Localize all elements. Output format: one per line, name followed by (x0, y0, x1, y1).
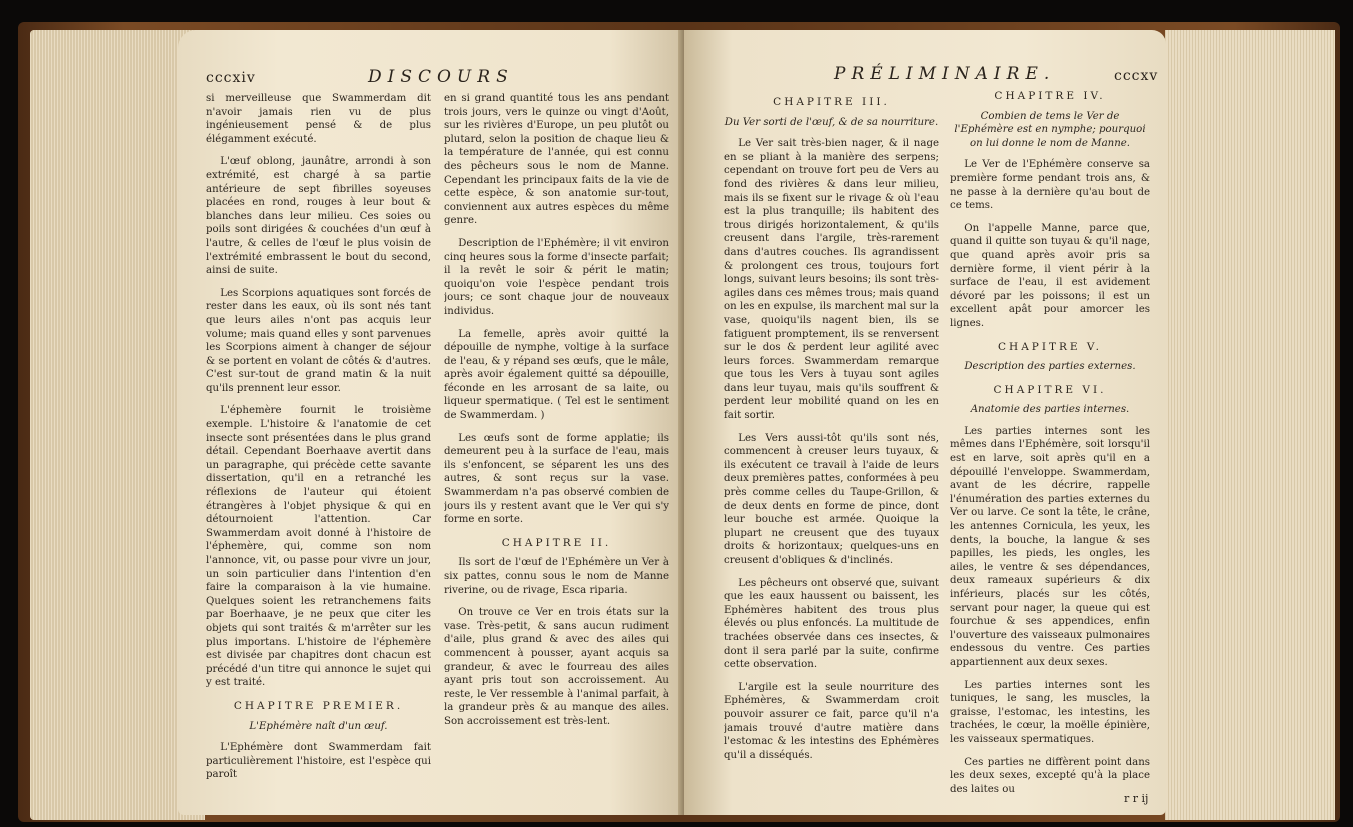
paragraph: On l'appelle Manne, parce que, quand il quitte son tuyau & qu'il nage, que quand après avoir pris sa dernière forme, il vient périr à la surface de l'eau, il est avidement dévoré par les poissons; il est un excellent apât pour amorcer les lignes. (950, 222, 1150, 329)
chapter-heading: CHAPITRE II. (501, 536, 612, 549)
chapter-heading: CHAPITRE PREMIER. (233, 699, 404, 712)
right-page (684, 30, 1166, 815)
page-number-left: cccxiv (206, 70, 256, 86)
chapter-subtitle: Du Ver sorti de l'œuf, & de sa nourriture. (724, 116, 939, 128)
paragraph: en si grand quantité tous les ans pendant trois jours, vers le quinze ou vingt d'Août, sur les rivières d'Europe, un peu plutôt ou plutard, selon la position de chaque lieu & la température de l'année, qui est connu des pêcheurs sous le nom de Manne. Cependant les principaux faits de la vie de cette espèce, & son anatomie sur-tout, conviennent aux autres espèces du même genre. (444, 93, 669, 227)
right-column-1 (724, 86, 939, 808)
running-title-right: PRÉLIMINAIRE. (834, 64, 1056, 84)
page-number-right: cccxv (1114, 68, 1159, 84)
paragraph: L'argile est la seule nourriture des Ephémères, & Swammerdam croit pouvoir assurer ce fait, parce qu'il n'a jamais trouvé d'autre matière dans l'estomac & les intestins des Ephémères qu'il a disséqués. (724, 681, 939, 761)
chapter-heading: CHAPITRE V. (998, 340, 1102, 353)
paragraph: La femelle, après avoir quitté la dépouille de nymphe, voltige à la surface de l'eau, & y répand ses œufs, que le mâle, après avoir également quitté sa dépouille, féconde en les arrosant de sa laite, ou liqueur spermatique. ( Tel est le sentiment de Swammerdam. ) (444, 328, 669, 422)
left-column-2 (444, 92, 669, 812)
paragraph: L'éphemère fournit le troisième exemple. L'histoire & l'anatomie de cet insecte sont présentées dans le plus grand détail. Cependant Boerhaave avertit dans un paragraphe, qui précède cette savante dissertation, qu'il en a retranché les réflexions de l'auteur qui étoient étrangères à l'objet physique & qui en détournoient l'attention. Car Swammerdam avoit donné à l'histoire de l'éphemère, qui, comme son nom l'annonce, vit, ou passe pour vivre un jour, un soin particulier dans l'intention d'en faire la comparaison à la vie humaine. Quelques soient les retranchemens faits par Boerhaave, je ne peux que citer les objets qui sont traités & m'arrêter sur les plus importans. L'histoire de l'éphemère est divisée par chapitres dont chacun est précédé d'un titre qui annonce le sujet qui y est traité. (206, 405, 431, 689)
chapter-subtitle: L'Ephémère naît d'un œuf. (249, 720, 388, 732)
chapter-heading: CHAPITRE IV. (994, 90, 1106, 102)
paragraph: Les Vers aussi-tôt qu'ils sont nés, commencent à creuser leurs tuyaux, & ils exécutent ce travail à l'aide de leurs deux premières pattes, conformées à peu près comme celles du Taupe-Grillon, & de deux dents en forme de pince, dont leur bouche est armée. Quoique la plupart ne creusent que des tuyaux droits & horizontaux; quelques-uns en creusent d'obliques & d'inclinés. (724, 432, 939, 566)
paragraph: Ils sort de l'œuf de l'Ephémère un Ver à six pattes, connu sous le nom de Manne riverine, ou de rivage, Esca riparia. (444, 557, 669, 596)
paragraph: Les pêcheurs ont observé que, suivant que les eaux haussent ou baissent, les Ephémères habitent des trous plus élevés ou plus enfoncés. La multitude de trachées observée dans ces insectes, & dont il sera parlé par la suite, confirme cette observation. (724, 577, 939, 671)
paragraph: Description de l'Ephémère; il vit environ cinq heures sous la forme d'insecte parfait; il la revêt le soir & périt le matin; quoiqu'on voie l'espèce pendant trois jours; ce sont chaque jour de nouveaux individus. (444, 237, 669, 317)
paragraph: Les parties internes sont les tuniques, le sang, les muscles, la graisse, l'estomac, les intestins, les trachées, le cœur, la moëlle épinière, les vaisseaux spermatiques. (950, 679, 1150, 745)
chapter-heading: CHAPITRE III. (773, 96, 890, 108)
left-page (178, 30, 686, 815)
chapter-subtitle: Description des parties externes. (964, 361, 1136, 373)
running-title-left: DISCOURS (368, 67, 514, 87)
page-edges-right (1165, 30, 1335, 820)
right-column-2 (950, 80, 1150, 802)
paragraph: On trouve ce Ver en trois états sur la vase. Très-petit, & sans aucun rudiment d'aile, plus grand & avec des ailes qui commencent à pousser, ayant acquis sa grandeur, & avec le fourreau des ailes ayant pris tout son accroissement. Au reste, le Ver ressemble à l'animal parfait, à la grandeur près & au manque des ailes. Son accroissement est très-lent. (444, 607, 669, 727)
paragraph: Ces parties ne diffèrent point dans les deux sexes, excepté qu'à la place des laites ou (950, 756, 1150, 795)
paragraph: si merveilleuse que Swammerdam dit n'avoir jamais rien vu de plus ingénieusement pensé & de plus élégamment exécuté. (206, 93, 431, 145)
paragraph: L'Ephémère dont Swammerdam fait particulièrement l'histoire, est l'espèce qui paroît (206, 742, 431, 781)
paragraph: Les œufs sont de forme applatie; ils demeurent peu à la surface de l'eau, mais ils s'enfoncent, se séparent les uns des autres, & sont reçus sur la vase. Swammerdam n'a pas observé combien de jours ils y restent avant que le Ver qui s'y forme en sorte. (444, 432, 669, 526)
paragraph: Les Scorpions aquatiques sont forcés de rester dans les eaux, où ils sont nés tant que leurs ailes n'ont pas acquis leur volume; mais quand elles y sont parvenues les Scorpions aiment à changer de séjour & se portent en volant de côtés & d'autres. C'est sur-tout de grand matin & la nuit qu'ils prennent leur essor. (206, 287, 431, 394)
paragraph: Le Ver de l'Ephémère conserve sa première forme pendant trois ans, & ne passe à la dernière qu'au bout de ce tems. (950, 159, 1150, 212)
paragraph: Le Ver sait très-bien nager, & il nage en se pliant à la manière des serpens; cependant on trouve fort peu de Vers au fond des rivières & dans leur milieu, mais ils se fixent sur le rivage & où l'eau est la plus tranquille; ils habitent des trous dirigés horizontalement, & qu'ils creusent dans l'argile, très-rarement dans d'autres couches. Ils agrandissent & prolongent ces trous, toujours fort longs, suivant leurs besoins; ils sont très-agiles dans ces mêmes trous; mais quand on les en expulse, ils marchent mal sur la vase, quoiqu'ils nagent bien, ils se fatiguent promptement, ils se renversent sur le dos & perdent leur agilité avec leurs forces. Swammerdam remarque que tous les Vers à tuyau sont agiles dans leur tuyau, mais qu'ils souffrent & perdent leur mobilité quand on les en fait sortir. (724, 138, 939, 422)
chapter-subtitle: Combien de tems le Ver de l'Ephémère est en nymphe; pourquoi on lui donne le nom de Manne. (954, 110, 1146, 149)
signature-mark: r r ij (1124, 792, 1149, 805)
paragraph: Les parties internes sont les mêmes dans l'Ephémère, soit lorsqu'il est en larve, soit après qu'il en a dépouillé l'enveloppe. Swammerdam, avant de les décrire, rappelle l'énumération des parties externes du Ver ou larve. Ce sont la tête, le crâne, les antennes Cornicula, les yeux, les dents, la bouche, la langue & ses papilles, les pieds, les ongles, les ailes, le ventre & ses dépendances, deux rameaux supérieurs & dix inférieurs, placés sur les côtés, servant pour nager, la queue qui est fourchue & ses appendices, enfin l'ouverture des vaisseaux pulmonaires endessous du ventre. Ces parties appartiennent aux deux sexes. (950, 425, 1150, 668)
chapter-subtitle: Anatomie des parties internes. (970, 404, 1130, 416)
left-column-1 (206, 92, 431, 812)
paragraph: L'œuf oblong, jaunâtre, arrondi à son extrémité, est chargé à sa partie antérieure de sept fibrilles soyeuses placées en rond, rouges à leur bout & blanches dans leur milieu. Ces soies ou poils sont dirigées & couchées d'un œuf à l'autre, & celles de l'œuf le plus voisin de l'extrémité embrassent le bout du second, ainsi de suite. (206, 156, 431, 277)
chapter-heading: CHAPITRE VI. (993, 383, 1107, 396)
